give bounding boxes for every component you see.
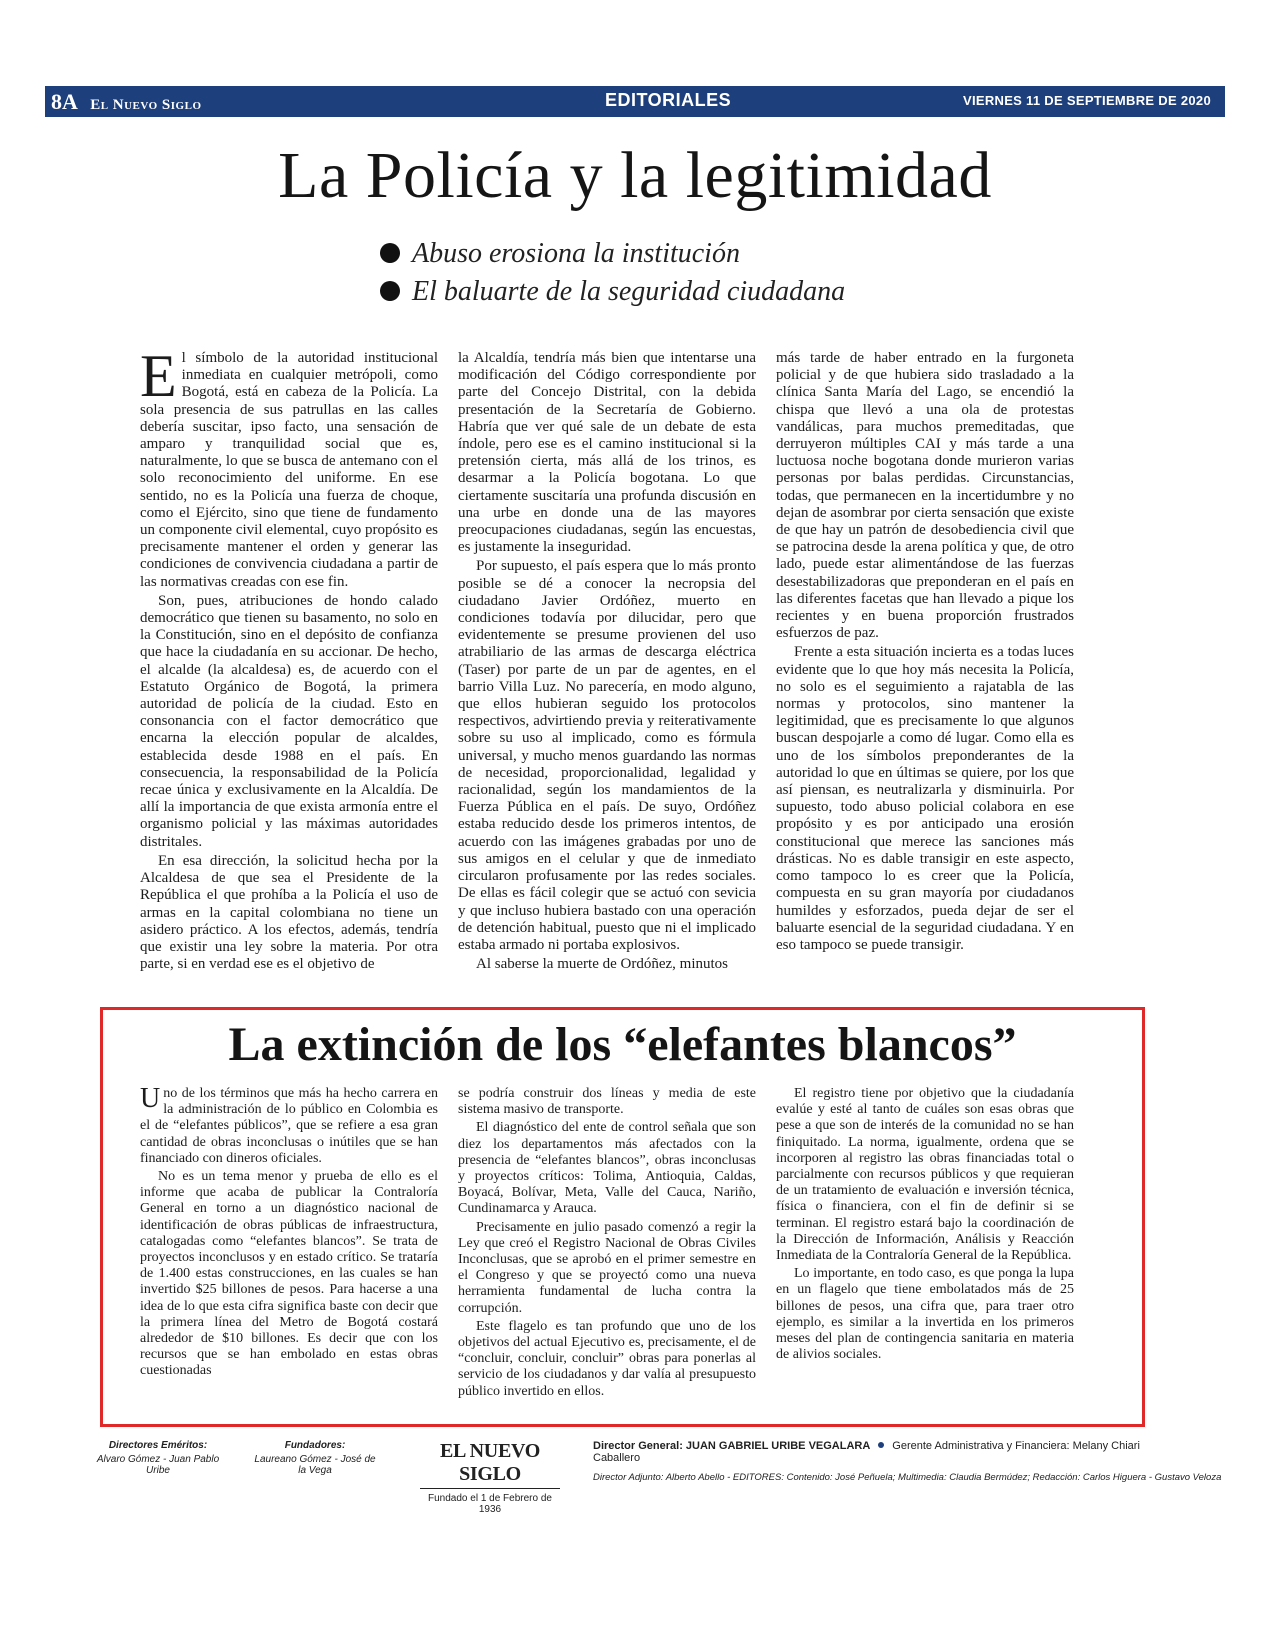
gerente: Gerente Administrativa y Financiera: Melany Chiari Caballero (593, 1440, 1140, 1464)
paragraph: Por supuesto, el país espera que lo más pronto posible se dé a conocer la necropsia del ciudadano Javier Ordóñez, muerto en condiciones todavía por dilucidar, pero que evidentemente se presume provienen del uso atrabiliario de las armas de descarga eléctrica (Taser) por parte de un par de agentes, en el barrio Villa Luz. No parecería, en modo alguno, que ellos hubieran seguido los protocolos respectivos, advirtiendo previa y reiterativamente sobre su uso al implicado, como es fórmula universal, y mucho menos guardando las normas de necesidad, proporcionalidad, legalidad y racionalidad, según los mandamientos de la Fuerza Pública en el país. De suyo, Ordóñez estaba reducido desde los primeros intentos, de acuerdo con las imágenes grabadas por uno de sus amigos en el celular y que de inmediato circularon profusamente por las redes sociales. De ellas es fácil colegir que se actuó con sevicia y que incluso hubiera bastado con una operación de detención habitual, puesto que ni el implicado estaba armado ni portaba explosivos. (458, 558, 756, 953)
paragraph: se podría construir dos líneas y media de este sistema masivo de transporte. (458, 1086, 756, 1118)
header-left (51, 89, 202, 115)
article2-column-2 (458, 1086, 756, 1408)
footer-staff (593, 1440, 1222, 1483)
directores-label: Directores Eméritos: (108, 1440, 208, 1451)
page-number: 8A (51, 89, 77, 114)
paragraph: Este flagelo es tan profundo que uno de los objetivos del actual Ejecutivo es, precisamente, el de “concluir, concluir, concluir” obras para ponerlas al servicio de los ciudadanos y dar valía al presupuesto público invertido en ellos. (458, 1318, 756, 1399)
newspaper-logo: EL NUEVO SIGLO (420, 1440, 560, 1489)
footer-masthead-logo (420, 1440, 560, 1515)
section-name: EDITORIALES (605, 90, 732, 110)
article1-column-1 (140, 350, 438, 990)
header-logo: El Nuevo Siglo (90, 97, 202, 113)
director-general: Director General: JUAN GABRIEL URIBE VEGALARA (593, 1440, 871, 1452)
subtitle-1-text: Abuso erosiona la institución (412, 238, 740, 269)
paragraph: Al saberse la muerte de Ordóñez, minutos (476, 956, 729, 973)
paragraph: En esa dirección, la solicitud hecha por la Alcaldesa de que sea el Presidente de la República el que prohíba a la Policía el uso de armas en la capital colombiana no tiene un asidero práctico. A los efectos, además, tendría que existir una ley sobre la materia. Por otra parte, si en verdad ese es el objetivo de (140, 852, 438, 973)
article2-column-3 (776, 1086, 1074, 1408)
footer-directores (88, 1440, 228, 1476)
paragraph: El símbolo de la autoridad institucional inmediata en cualquier metrópoli, como Bogotá, está en cabeza de la Policía. La sola presencia de sus patrullas en las calles debería suscitar, ipso facto, una sensación de amparo y tranquilidad social que es, naturalmente, lo que se busca de antemano con el solo reconocimiento del uniforme. En ese sentido, no es la Policía una fuerza de choque, como el Ejército, sino que tiene de fundamento un componente civil elemental, cuyo propósito es precisamente mantener el orden y generar las condiciones de convivencia ciudadana a partir de las normativas creadas con ese fin. (140, 350, 438, 590)
fundadores-names: Laureano Gómez - José de la Vega (254, 1454, 376, 1476)
article1-column-2 (458, 350, 756, 990)
article1-subtitles (380, 235, 845, 311)
paragraph: Son, pues, atribuciones de hondo calado democrático que tienen su basamento, no solo en la Constitución, sino en el depósito de confianza que hace la ciudadanía en su accionar. De hecho, el alcalde (la alcaldesa) es, de acuerdo con el Estatuto Orgánico de Bogotá, la primera autoridad de policía de la ciudad. Esto en consonancia con el factor democrático que encarna la elección popular de alcaldes, establecida desde 1988 en el país. En consecuencia, la responsabilidad de la Policía recae única y exclusivamente en la Alcaldía. De allí la importancia de que exista armonía entre el organismo policial y las máximas autoridades distritales. (140, 592, 438, 850)
separator-dot-icon (878, 1442, 884, 1448)
paragraph: El registro tiene por objetivo que la ciudadanía evalúe y esté al tanto de cuáles son esas obras que pese a que son de interés de la comunidad no se han finiquitado. La norma, igualmente, ordena que se incorporen al registro las obras financiadas total o parcialmente con recursos públicos y que requieran de un tratamiento de evaluación e inversión técnica, física o financiera, con el fin de definir si se terminan. El registro estará bajo la coordinación de la Dirección de Información, Análisis y Reacción Inmediata de la Contraloría General de la República. (776, 1086, 1074, 1264)
article1-title: La Policía y la legitimidad (278, 139, 992, 212)
paragraph: No es un tema menor y prueba de ello es el informe que acaba de publicar la Contraloría General en torno a un diagnóstico nacional de identificación de obras públicas de infraestructura, catalogadas como “elefantes blancos”. Se trata de proyectos inconclusos y en estado crítico. Se trataría de 1.400 estas construcciones, en las cuales se han invertido $25 billones de pesos. Para hacerse a una idea de lo que esta cifra significa baste con decir que la primera línea del Metro de Bogotá costará alrededor de $10 billones. Es decir que con los recursos que se han embolado en estas obras cuestionadas (140, 1169, 438, 1379)
article1-column-3 (776, 350, 1074, 990)
bullet-icon (380, 243, 400, 263)
subtitle-2 (380, 273, 845, 311)
footer-fundadores (250, 1440, 380, 1476)
subtitle-2-text: El baluarte de la seguridad ciudadana (412, 276, 846, 307)
paragraph: Precisamente en julio pasado comenzó a regir la Ley que creó el Registro Nacional de Obras Civiles Inconclusas, que se aprobó en el primer semestre en el Congreso y que se proyectó como una nueva herramienta fundamental de lucha contra la corrupción. (458, 1219, 756, 1316)
issue-date: VIERNES 11 DE SEPTIEMBRE DE 2020 (962, 93, 1211, 108)
article2-title: La extinción de los “elefantes blancos” (228, 1018, 1017, 1071)
paragraph: Frente a esta situación incierta es a todas luces evidente que lo que hoy más necesita la Policía, no solo es el seguimiento a rajatabla de las normas y protocolos, sino mantener la legitimidad, que es precisamente lo que algunos buscan despojarle a como dé lugar. Como ella es uno de los símbolos preponderantes de la autoridad lo que en últimas se quiere, por los que así piensan, es neutralizarla y disminuirla. Por supuesto, todo abuso policial colabora en ese propósito y es por anticipado una erosión constitucional que merece las sanciones más drásticas. No es dable transigir en este aspecto, como tampoco lo es creer que la Policía, compuesta en su gran mayoría por ciudadanos humildes y esforzados, pueda dejar de ser el baluarte esencial de la seguridad ciudadana. Y en eso tampoco se puede transigir. (776, 644, 1074, 953)
founded-date: Fundado el 1 de Febrero de 1936 (428, 1493, 552, 1515)
drop-cap: U (140, 1086, 161, 1114)
paragraph: El diagnóstico del ente de control señala que son diez los departamentos más afectados con la presencia de “elefantes blancos”, obras inconclusas y proyectos críticos: Tolima, Antioquia, Caldas, Boyacá, Bolívar, Meta, Valle del Cauca, Nariño, Cundinamarca y Arauca. (458, 1120, 756, 1217)
paragraph: la Alcaldía, tendría más bien que intentarse una modificación del Código correspondiente por parte del Concejo Distrital, con la debida presentación de la Secretaría de Gobierno. Habría que ver qué sale de un debate de esta índole, pero ese es el camino institucional si la pretensión cierta, más allá de los trinos, es desarmar a la Policía bogotana. Lo que ciertamente suscitaría una profunda discusión en una urbe en donde una de las mayores preocupaciones ciudadanas, según las encuestas, es justamente la inseguridad. (458, 350, 756, 556)
staff-row-2: Director Adjunto: Alberto Abello - EDITORES: Contenido: José Peñuela; Multimedia: Claudia Bermúdez; Redacción: Carlos Higuera - Gustavo Veloza (593, 1472, 1222, 1483)
subtitle-1 (380, 235, 845, 273)
drop-cap: E (140, 350, 177, 409)
staff-row-1 (593, 1440, 1153, 1464)
paragraph: más tarde de haber entrado en la furgoneta policial y de que hubiera sido trasladado a la clínica Santa María del Lago, se encendió la chispa que llevó a una ola de protestas vandálicas, para muchos premeditadas, que derruyeron múltiples CAI y más tarde a una luctuosa noche bogotana donde murieron varias personas por balas perdidas. Circunstancias, todas, que permanecen en la incertidumbre y no dejan de asombrar por cierta sensación que existe de que hay un patrón de desobediencia civil que se patrocina desde la arena política y que, de otro lado, puede estar alimentándose de las fuerzas desestabilizadoras que preponderan en el país en las diferentes facetas que han llevado a pique los recientes y en buena proporción frustrados esfuerzos de paz. (776, 350, 1074, 642)
fundadores-label: Fundadores: (284, 1440, 346, 1451)
directores-names: Alvaro Gómez - Juan Pablo Uribe (96, 1454, 220, 1476)
bullet-icon (380, 281, 400, 301)
section-header-bar (45, 86, 1225, 117)
paragraph: Uno de los términos que más ha hecho carrera en la administración de lo público en Colombia es el de “elefantes públicos”, que se refiere a esa gran cantidad de obras inconclusas o inútiles que se han financiado con dineros oficiales. (140, 1086, 438, 1166)
paragraph: Lo importante, en todo caso, es que ponga la lupa en un flagelo que tiene embolatados más de 25 billones de pesos, una cifra que, para traer otro ejemplo, es similar a la invertida en los primeros meses del plan de contingencia sanitaria en materia de alivios sociales. (776, 1266, 1074, 1363)
article2-column-1 (140, 1086, 438, 1408)
